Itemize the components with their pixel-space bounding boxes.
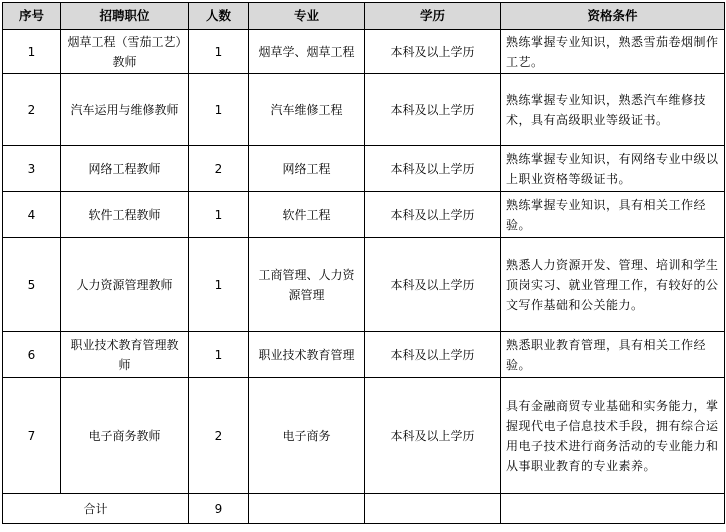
cell-no: 5 <box>3 238 61 332</box>
cell-requirements: 熟练掌握专业知识，熟悉雪茄卷烟制作工艺。 <box>501 30 725 74</box>
cell-requirements: 具有金融商贸专业基础和实务能力，掌握现代电子信息技术手段，拥有综合运用电子技术进行商务活动的专业能力和从事职业教育的专业素养。 <box>501 378 725 494</box>
cell-major: 电子商务 <box>249 378 365 494</box>
cell-position: 烟草工程（雪茄工艺）教师 <box>61 30 189 74</box>
cell-no: 7 <box>3 378 61 494</box>
cell-position: 软件工程教师 <box>61 192 189 238</box>
cell-no: 2 <box>3 74 61 146</box>
cell-position: 网络工程教师 <box>61 146 189 192</box>
recruitment-table <box>2 2 725 524</box>
header-count: 人数 <box>189 3 249 30</box>
cell-major: 网络工程 <box>249 146 365 192</box>
cell-position: 汽车运用与维修教师 <box>61 74 189 146</box>
cell-position: 人力资源管理教师 <box>61 238 189 332</box>
cell-position: 职业技术教育管理教师 <box>61 332 189 378</box>
cell-education: 本科及以上学历 <box>365 74 501 146</box>
cell-no: 6 <box>3 332 61 378</box>
total-row <box>3 494 725 524</box>
cell-education: 本科及以上学历 <box>365 146 501 192</box>
cell-count: 2 <box>189 378 249 494</box>
cell-major: 软件工程 <box>249 192 365 238</box>
cell-no: 4 <box>3 192 61 238</box>
header-education: 学历 <box>365 3 501 30</box>
cell-major: 职业技术教育管理 <box>249 332 365 378</box>
cell-education: 本科及以上学历 <box>365 378 501 494</box>
cell-education: 本科及以上学历 <box>365 30 501 74</box>
table-row <box>3 192 725 238</box>
cell-no: 3 <box>3 146 61 192</box>
table-row <box>3 30 725 74</box>
cell-count: 1 <box>189 74 249 146</box>
cell-no: 1 <box>3 30 61 74</box>
cell-position: 电子商务教师 <box>61 378 189 494</box>
header-requirements: 资格条件 <box>501 3 725 30</box>
header-position: 招聘职位 <box>61 3 189 30</box>
header-major: 专业 <box>249 3 365 30</box>
cell-count: 1 <box>189 192 249 238</box>
cell-major: 工商管理、人力资源管理 <box>249 238 365 332</box>
cell-count: 1 <box>189 30 249 74</box>
cell-count: 1 <box>189 332 249 378</box>
total-empty <box>501 494 725 524</box>
table-row <box>3 146 725 192</box>
header-row <box>3 3 725 30</box>
cell-requirements: 熟练掌握专业知识，具有相关工作经验。 <box>501 192 725 238</box>
cell-count: 1 <box>189 238 249 332</box>
total-empty <box>365 494 501 524</box>
table-row <box>3 238 725 332</box>
cell-requirements: 熟练掌握专业知识，有网络专业中级以上职业资格等级证书。 <box>501 146 725 192</box>
cell-requirements: 熟悉人力资源开发、管理、培训和学生顶岗实习、就业管理工作，有较好的公文写作基础和公关能力。 <box>501 238 725 332</box>
cell-requirements: 熟练掌握专业知识，熟悉汽车维修技术，具有高级职业等级证书。 <box>501 74 725 146</box>
cell-education: 本科及以上学历 <box>365 192 501 238</box>
table-row <box>3 332 725 378</box>
table-row <box>3 378 725 494</box>
cell-education: 本科及以上学历 <box>365 332 501 378</box>
cell-major: 烟草学、烟草工程 <box>249 30 365 74</box>
total-count: 9 <box>189 494 249 524</box>
total-empty <box>249 494 365 524</box>
table-row <box>3 74 725 146</box>
header-no: 序号 <box>3 3 61 30</box>
cell-count: 2 <box>189 146 249 192</box>
cell-education: 本科及以上学历 <box>365 238 501 332</box>
total-label: 合计 <box>3 494 189 524</box>
cell-requirements: 熟悉职业教育管理，具有相关工作经验。 <box>501 332 725 378</box>
cell-major: 汽车维修工程 <box>249 74 365 146</box>
